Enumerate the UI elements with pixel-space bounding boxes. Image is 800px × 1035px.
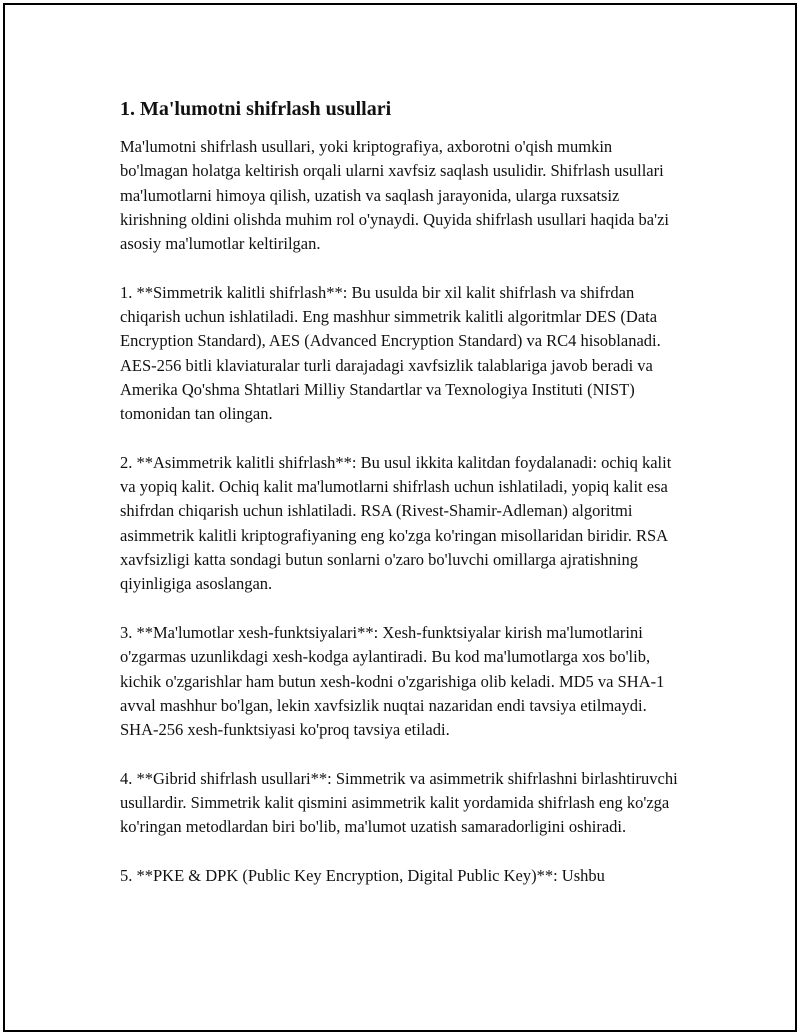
- paragraph-symmetric: 1. **Simmetrik kalitli shifrlash**: Bu usulda bir xil kalit shifrlash va shifrdan chiqarish uchun ishlatiladi. Eng mashhur simmetrik kalitli algoritmlar DES (Data Encryption Standard), AES (Advanced Encryption Standard) va RC4 hisoblanadi. AES-256 bitli klaviaturalar turli darajadagi xavfsizlik talablariga javob beradi va Amerika Qo'shma Shtatlari Milliy Standartlar va Texnologiya Instituti (NIST) tomonidan tan olingan.: [120, 282, 661, 424]
- paragraph-hybrid: 4. **Gibrid shifrlash usullari**: Simmetrik va asimmetrik shifrlashni birlashtiruvchi usullardir. Simmetrik kalit qismini asimmetrik kalit yordamida shifrlash eng ko'zga ko'ringan metodlardan biri bo'lib, ma'lumot uzatish samaradorligini oshiradi.: [120, 768, 678, 837]
- document-page: [3, 3, 797, 1032]
- paragraph-asymmetric: 2. **Asimmetrik kalitli shifrlash**: Bu usul ikkita kalitdan foydalanadi: ochiq kalit va yopiq kalit. Ochiq kalit ma'lumotlarni shifrlash uchun ishlatiladi, yopiq kalit esa shifrdan chiqarish uchun ishlatiladi. RSA (Rivest-Shamir-Adleman) algoritmi asimmetrik kalitli kriptografiyaning eng ko'zga ko'ringan misollaridan biridir. RSA xavfsizligi katta sondagi butun sonlarni o'zaro bo'luvchi omillarga ajratishning qiyinligiga asoslangan.: [120, 452, 672, 594]
- intro-paragraph: Ma'lumotni shifrlash usullari, yoki kriptografiya, axborotni o'qish mumkin bo'lmagan holatga keltirish orqali ularni xavfsiz saqlash usulidir. Shifrlash usullari ma'lumotlarni himoya qilish, uzatish va saqlash jarayonida, ularga ruxsatsiz kirishning oldini olishda muhim rol o'ynaydi. Quyida shifrlash usullari haqida ba'zi asosiy ma'lumotlar keltirilgan.: [120, 137, 669, 254]
- document-body: [120, 97, 680, 913]
- section-heading: 1. Ma'lumotni shifrlash usullari: [120, 98, 392, 120]
- paragraph-pke: 5. **PKE & DPK (Public Key Encryption, Digital Public Key)**: Ushbu: [120, 865, 605, 885]
- paragraph-hash: 3. **Ma'lumotlar xesh-funktsiyalari**: Xesh-funktsiyalar kirish ma'lumotlarini o'zgarmas uzunlikdagi xesh-kodga aylantiradi. Bu kod ma'lumotlarga xos bo'lib, kichik o'zgarishlar ham butun xesh-kodni o'zgarishiga olib keladi. MD5 va SHA-1 avval mashhur bo'lgan, lekin xavfsizlik nuqtai nazaridan endi tavsiya etilmaydi. SHA-256 xesh-funktsiyasi ko'proq tavsiya etiladi.: [120, 622, 665, 740]
